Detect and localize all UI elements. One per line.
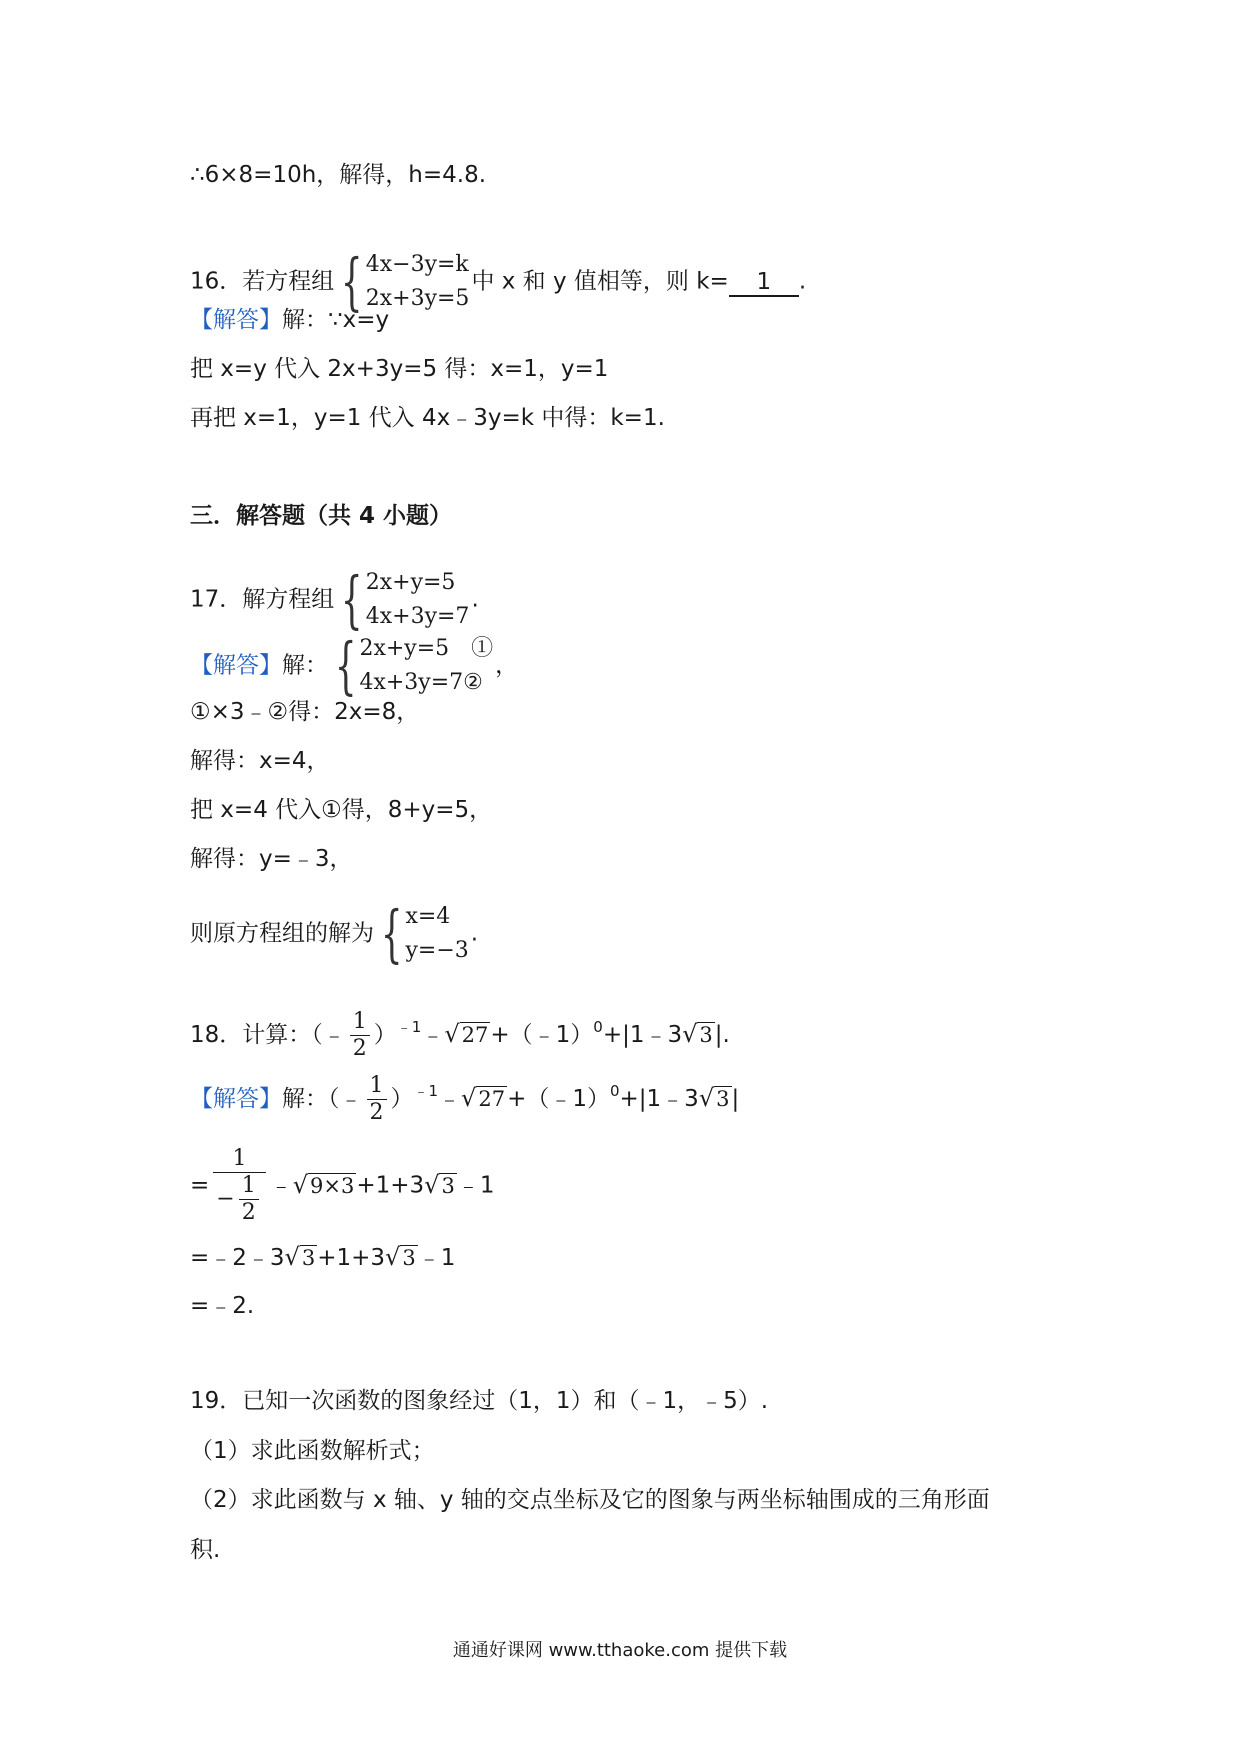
q18-sol-sqrt-3: √3	[698, 1084, 730, 1112]
q18-line2	[190, 1146, 494, 1226]
q16-solution-start	[190, 304, 389, 336]
q18-sol-sqrt-27: √27	[461, 1084, 506, 1112]
q17-number: 17．解方程组	[190, 586, 335, 613]
q18-line3-sqrt: √3	[284, 1243, 316, 1271]
q18-sol-exponent: ﹣1	[413, 1082, 439, 1100]
q16-eq1: 4x−3y=k	[365, 252, 469, 277]
q18-line2-den	[213, 1173, 265, 1226]
q19-part2: （2）求此函数与 x 轴、y 轴的交点坐标及它的图象与两坐标轴围成的三角形面	[190, 1487, 990, 1513]
q18-line3-radicand2: 3	[402, 1246, 416, 1270]
q17-res2: y=−3	[405, 938, 469, 963]
q18-solution-start: 【解答】解：（﹣ $\frac{1}{2}$ ）$^{﹣1}$﹣√27+（﹣1）$^0$+|1﹣3√3|	[190, 1073, 740, 1125]
q18-sqrt-3: √3	[682, 1020, 713, 1048]
q18-frac-den: 2	[352, 1036, 367, 1061]
q18-exponent-0: 0	[593, 1018, 603, 1036]
answer-tag: 【解答】	[190, 1086, 282, 1112]
q18-fraction	[350, 1009, 370, 1062]
q19-part1: （1）求此函数解析式；	[190, 1438, 435, 1464]
q18-sol-mid: +（﹣1）	[507, 1086, 610, 1112]
q18-line2-num: 1	[213, 1146, 265, 1173]
q18-radicand-27: 27	[461, 1023, 489, 1047]
q18-line3-c: ﹣1	[417, 1245, 456, 1271]
q17-sol-system: { 2x+y=5 ① 4x+3y=7②	[334, 629, 494, 702]
q17-system: { 2x+y=5 4x+3y=7	[341, 563, 470, 636]
q18-line3-a: =﹣2﹣3	[190, 1245, 285, 1271]
question-19: 19．已知一次函数的图象经过（1，1）和（﹣1，﹣5）.	[190, 1388, 769, 1414]
q16-period: .	[798, 268, 807, 295]
q19-part2-cont: 积.	[190, 1537, 221, 1563]
q16-system: { 4x−3y=k 2x+3y=5	[341, 245, 470, 318]
q17-step1: ①×3﹣②得：2x=8，	[190, 699, 420, 725]
q17-step2: 解得：x=4，	[190, 748, 330, 774]
q17-sol-eq2: 4x+3y=7②	[359, 670, 483, 695]
prev-solution-line: ∴6×8=10h，解得，h=4.8.	[190, 162, 487, 188]
q18-line3-b: +1+3	[317, 1245, 386, 1271]
q17-conclusion	[190, 897, 479, 970]
q18-line2-inner-fraction	[239, 1173, 259, 1226]
answer-tag: 【解答】	[190, 652, 282, 679]
q18-line2-minus: ﹣	[269, 1172, 293, 1199]
q18-line2-den-sign: −	[216, 1186, 235, 1212]
q17-sol-eq1: 2x+y=5 ①	[359, 636, 494, 661]
q18-sol-radicand-27: 27	[478, 1087, 506, 1111]
q18-line3-radicand: 3	[301, 1246, 316, 1270]
q16-sol-text: 解：∵x=y	[282, 307, 390, 333]
q17-sol-prefix: 解：	[282, 652, 328, 679]
q18-line2-inner-den: 2	[241, 1200, 256, 1225]
q18-sqrt-27: √27	[444, 1020, 489, 1048]
q16-number: 16．若方程组	[190, 268, 335, 295]
q18-sol-prefix: 解：（﹣	[282, 1086, 363, 1112]
q18-line2-sqrt: √9×3	[292, 1170, 355, 1199]
q16-step1: 把 x=y 代入 2x+3y=5 得：x=1，y=1	[190, 356, 609, 382]
q17-eq1: 2x+y=5	[365, 570, 456, 595]
q18-sol-minus: ﹣	[438, 1086, 462, 1112]
q17-step3: 把 x=4 代入①得，8+y=5，	[190, 797, 493, 823]
q16-eq2: 2x+3y=5	[365, 286, 470, 311]
q18-mid: +（﹣1）	[490, 1022, 594, 1048]
q18-radicand-3: 3	[699, 1023, 713, 1047]
q18-line2-sqrt2: √3	[424, 1170, 455, 1199]
q18-line3	[190, 1241, 455, 1274]
q18-sol-frac-num: 1	[367, 1073, 387, 1100]
q18-abs-close: |.	[714, 1022, 730, 1048]
q18-exponent: ﹣1	[396, 1018, 422, 1036]
q17-conclusion-text: 则原方程组的解为	[190, 920, 374, 947]
q18-prefix: 18．计算：（﹣	[190, 1022, 346, 1048]
q18-frac-num: 1	[350, 1009, 370, 1036]
section-3-heading: 三．解答题（共 4 小题）	[190, 503, 453, 529]
q18-sol-frac-den: 2	[369, 1100, 384, 1125]
q17-res1: x=4	[405, 904, 451, 929]
q16-step2: 再把 x=1，y=1 代入 4x﹣3y=k 中得：k=1.	[190, 405, 665, 431]
q16-stem: 中 x 和 y 值相等，则 k=	[471, 268, 729, 295]
question-17	[190, 563, 479, 636]
q18-sol-abs-open: +|1﹣3	[619, 1086, 699, 1112]
answer-tag: 【解答】	[190, 307, 282, 333]
q18-line2-inner-num: 1	[239, 1173, 259, 1200]
q18-sol-exponent-0: 0	[609, 1082, 620, 1100]
q18-line4: =﹣2.	[190, 1293, 255, 1319]
q18-sol-abs-close: |	[731, 1086, 740, 1112]
q17-res-period: .	[470, 920, 479, 947]
q18-line2-radicand: 9×3	[310, 1173, 355, 1198]
q16-answer-blank: 1	[729, 269, 799, 297]
q18-line2-radicand2: 3	[441, 1173, 455, 1198]
q17-result-system: { x=4 y=−3	[380, 897, 469, 970]
q18-sol-fraction	[367, 1073, 387, 1126]
q18-line2-mid: +1+3	[356, 1172, 425, 1199]
q18-line3-sqrt2: √3	[385, 1243, 416, 1271]
page-footer: 通通好课网 www.tthaoke.com 提供下载	[452, 1640, 788, 1661]
q17-solution-start	[190, 629, 519, 702]
q18-line2-complex-fraction	[213, 1146, 265, 1226]
q18-line2-end: ﹣1	[456, 1172, 495, 1199]
q18-abs-open: +|1﹣3	[602, 1022, 683, 1048]
q17-step4: 解得：y=﹣3，	[190, 846, 353, 872]
q18-sol-radicand-3: 3	[716, 1087, 730, 1111]
q17-eq2: 4x+3y=7	[365, 604, 470, 629]
question-18: 18．计算：（﹣ $\frac{1}{2}$ ）$^{﹣1}$﹣√27+（﹣1）$^0$+|1﹣3√3|.	[190, 1009, 730, 1061]
q18-minus: ﹣	[421, 1022, 445, 1048]
q17-sol-comma: ，	[495, 652, 519, 679]
q17-period: .	[471, 586, 479, 613]
q18-line2-eq: =	[190, 1172, 210, 1199]
